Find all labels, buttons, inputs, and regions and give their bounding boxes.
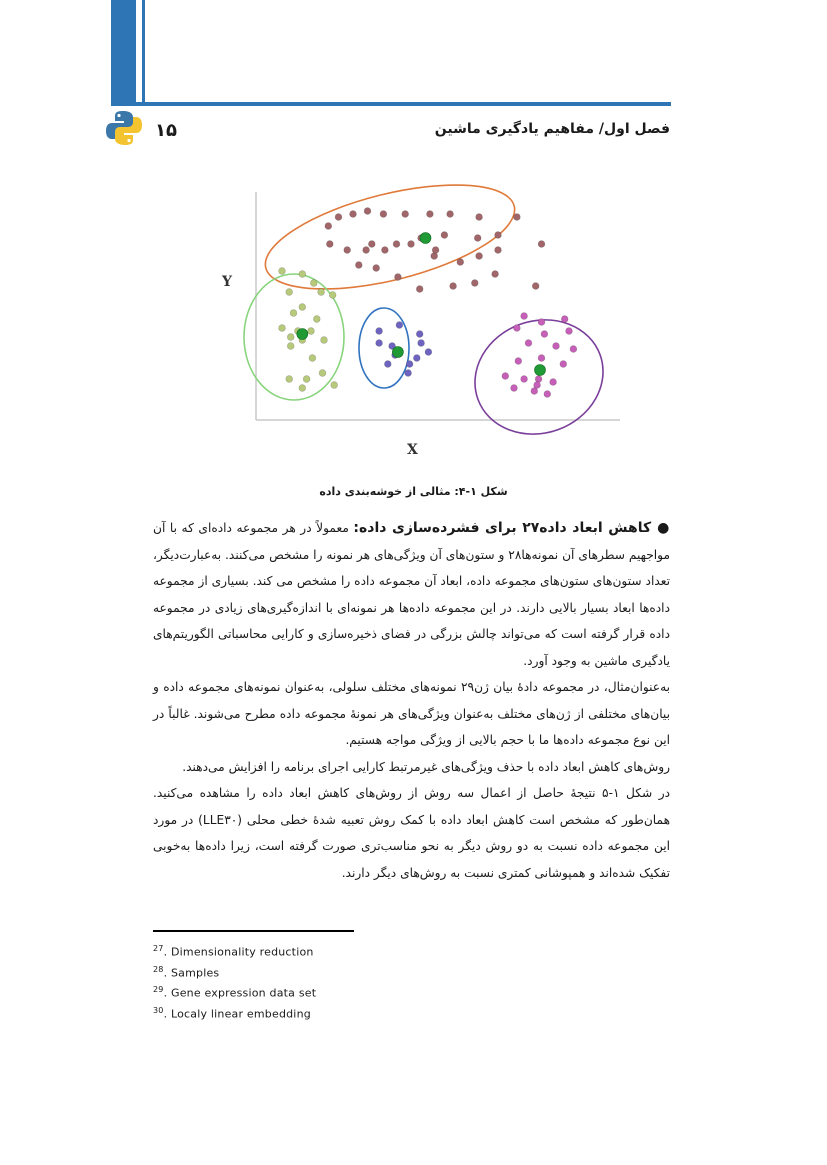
point-brown-5 — [402, 211, 409, 218]
point-green-12 — [287, 334, 294, 341]
footnote-27: $^{27}$. Dimensionality reduction — [153, 944, 314, 959]
point-brown-11 — [344, 247, 351, 254]
point-green-4 — [318, 289, 325, 296]
point-brown-28 — [363, 247, 370, 254]
point-centroid-1 — [297, 329, 308, 340]
footnote-28: $^{28}$. Samples — [153, 964, 220, 980]
scatter-points — [279, 208, 577, 398]
header-rule — [111, 102, 671, 106]
bullet-text: معمولاً در هر مجموعه داده‌ای که با آن مواجهیم سطرهای آن نمونه‌ها۲۸ و ستون‌های آن ویژگی‌های هر نمونه را مشخص می‌کنند. به‌عبارت‌دیگر، تعداد ستون‌های ستون‌های مجموعه داده، ابعاد آن مجموعه داده را مشخص می کند. بسیاری از مجموعه داده‌ها ابعاد بسیار بالایی دارند. در این مجموعه داده‌ها هر نمونه‌ای با اندازه‌گیری‌های زیادی در مجموعه داده قرار گرفته است که می‌تواند چالش بزرگی در فضای ذخیره‌سازی و کارایی محاسباتی الگوریتم‌های یادگیری ماشین به وجود آورد. — [153, 521, 670, 668]
point-purple-16 — [511, 385, 518, 392]
point-blue-1 — [396, 322, 403, 329]
point-green-17 — [303, 376, 310, 383]
header-vertical-line — [142, 0, 145, 106]
point-green-15 — [287, 343, 294, 350]
page-number: ۱۵ — [155, 120, 177, 141]
point-brown-34 — [532, 283, 539, 290]
point-brown-30 — [408, 241, 415, 248]
point-green-1 — [299, 271, 306, 278]
point-centroid-2 — [392, 347, 403, 358]
point-brown-25 — [450, 283, 457, 290]
paragraph-4: در شکل ۱-۵ نتیجهٔ حاصل از اعمال سه روش از روش‌های کاهش ابعاد داده را مشاهده می‌کنید. همان‌طور که مشخص است کاهش ابعاد داده با کمک روش تعبیه شدهٔ خطی محلی (LLE۳۰) در مورد این مجموعه داده نسبت به دو روش دیگر به نحو مناسب‌تری صورت گرفته است، زیرا داده‌ها به‌خوبی تفکیک شده‌اند و همپوشانی کمتری نسبت به روش‌های دیگر دارند. — [153, 786, 671, 880]
point-blue-2 — [416, 331, 423, 338]
point-brown-0 — [325, 223, 332, 230]
point-purple-9 — [515, 358, 522, 365]
point-purple-3 — [514, 325, 521, 332]
point-green-2 — [310, 280, 317, 287]
point-purple-19 — [534, 382, 541, 389]
point-brown-29 — [382, 247, 389, 254]
point-brown-9 — [514, 214, 521, 221]
figure-caption: شکل ۱-۴: مثالی از خوشه‌بندی داده — [319, 485, 508, 498]
point-brown-24 — [416, 286, 423, 293]
point-purple-8 — [570, 346, 577, 353]
point-green-5 — [329, 292, 336, 299]
point-brown-18 — [355, 262, 362, 269]
point-brown-31 — [432, 247, 439, 254]
bullet-paragraph — [153, 515, 670, 674]
bullet-title: کاهش ابعاد داده۲۷ برای فشرده‌سازی داده: — [353, 520, 652, 536]
point-brown-4 — [380, 211, 387, 218]
point-green-3 — [286, 289, 293, 296]
cluster-outline-brown — [255, 180, 524, 310]
point-centroid-0 — [420, 233, 431, 244]
point-brown-32 — [471, 280, 478, 287]
point-brown-10 — [326, 241, 333, 248]
point-centroid-3 — [535, 365, 546, 376]
point-purple-6 — [525, 340, 532, 347]
point-brown-20 — [395, 274, 402, 281]
body-text — [153, 515, 670, 886]
x-axis-label: X — [407, 442, 418, 458]
point-brown-26 — [495, 247, 502, 254]
point-purple-14 — [535, 376, 542, 383]
bullet-dot-icon: ● — [657, 520, 670, 536]
point-brown-33 — [492, 271, 499, 278]
point-brown-8 — [476, 214, 483, 221]
point-blue-0 — [376, 328, 383, 335]
point-brown-21 — [431, 253, 438, 260]
point-purple-12 — [502, 373, 509, 380]
point-purple-0 — [521, 313, 528, 320]
footnote-29: $^{29}$. Gene expression data set — [153, 985, 317, 1000]
point-purple-13 — [521, 376, 528, 383]
point-brown-6 — [427, 211, 434, 218]
y-axis-label: Y — [222, 274, 232, 290]
point-purple-7 — [553, 343, 560, 350]
point-blue-11 — [405, 370, 412, 377]
point-brown-22 — [457, 259, 464, 266]
footnote-30: $^{30}$. Localy linear embedding — [153, 1005, 311, 1021]
point-brown-13 — [393, 241, 400, 248]
point-brown-7 — [447, 211, 454, 218]
point-green-9 — [279, 325, 286, 332]
point-purple-2 — [561, 316, 568, 323]
paragraph-3: روش‌های کاهش ابعاد داده با حذف ویژگی‌های غیرمرتبط کارایی اجرای برنامه را افزایش می‌دهند. — [182, 759, 670, 774]
point-purple-4 — [541, 331, 548, 338]
point-blue-7 — [413, 355, 420, 362]
point-green-0 — [279, 268, 286, 275]
point-brown-19 — [373, 265, 380, 272]
point-green-7 — [290, 310, 297, 317]
point-purple-1 — [538, 319, 545, 326]
point-purple-18 — [544, 391, 551, 398]
point-brown-27 — [538, 241, 545, 248]
point-purple-11 — [560, 361, 567, 368]
point-green-19 — [319, 370, 326, 377]
point-green-20 — [299, 385, 306, 392]
point-blue-3 — [376, 340, 383, 347]
point-green-18 — [286, 376, 293, 383]
point-green-16 — [309, 355, 316, 362]
point-green-6 — [299, 304, 306, 311]
point-blue-5 — [418, 340, 425, 347]
point-green-21 — [331, 382, 338, 389]
point-brown-1 — [335, 214, 342, 221]
paragraph-2: به‌عنوان‌مثال، در مجموعه دادهٔ بیان ژن۲۹ نمونه‌های مختلف سلولی، به‌عنوان نمونه‌های مجموعه داده و بیان‌های مختلفی از ژن‌های مختلف به‌عنوان ویژگی‌های هر نمونهٔ مجموعه داده مطرح می‌شوند. غالباً در این نوع مجموعه داده‌ها ما با حجم بالایی از ویژگی مواجه هستیم. — [153, 680, 671, 747]
point-green-11 — [308, 328, 315, 335]
point-brown-16 — [474, 235, 481, 242]
point-blue-10 — [406, 361, 413, 368]
point-purple-5 — [566, 328, 573, 335]
footnotes — [153, 940, 316, 1023]
clustering-figure — [220, 180, 620, 460]
chapter-title: فصل اول/ مفاهیم یادگیری ماشین — [434, 121, 670, 137]
point-blue-9 — [384, 361, 391, 368]
point-brown-23 — [476, 253, 483, 260]
point-brown-15 — [441, 232, 448, 239]
point-brown-17 — [495, 232, 502, 239]
point-brown-2 — [350, 211, 357, 218]
point-purple-10 — [538, 355, 545, 362]
point-brown-3 — [364, 208, 371, 215]
point-brown-12 — [368, 241, 375, 248]
point-purple-15 — [550, 379, 557, 386]
point-blue-8 — [425, 349, 432, 356]
point-green-8 — [313, 316, 320, 323]
footnote-rule — [153, 930, 354, 932]
python-logo-icon — [104, 108, 144, 148]
point-green-14 — [321, 337, 328, 344]
header-vertical-bar — [111, 0, 136, 106]
